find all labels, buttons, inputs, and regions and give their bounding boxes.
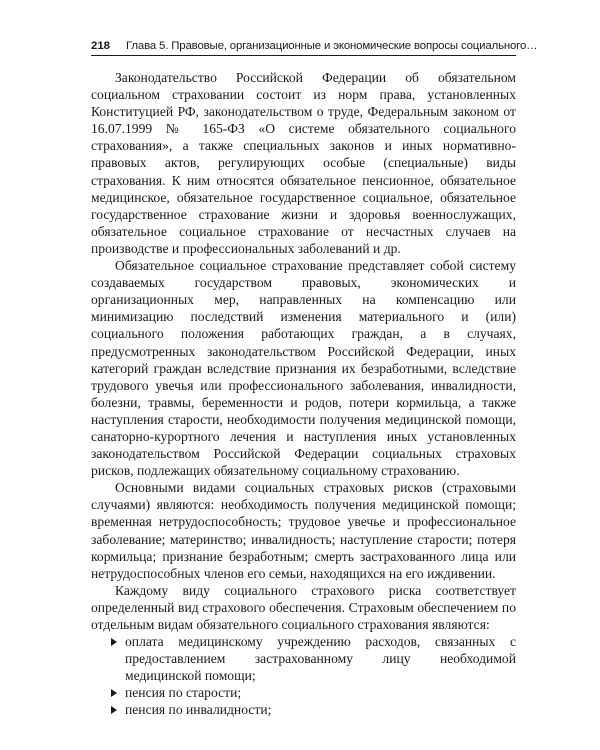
- page-number: 218: [91, 40, 111, 52]
- list-item-text: пенсия по старости;: [125, 685, 242, 701]
- list-item-text: оплата медицинскому учреждению расходов, связанных с предоставлением застрахованному лицу необходимой медицинской помощи;: [125, 634, 516, 684]
- paragraph-risks: Основными видами социальных страховых рисков (страховыми случаями) являются: необходимость получения медицинской помощи; временная нетрудоспособность; трудовое увечье и профессиональное заболевание; материнство; инвалидность; наступление старости; потеря кормильца; признание безработным; смерть застрахованного лица или нетрудоспособных членов его семьи, находящихся на его иждивении.: [91, 480, 516, 581]
- triangle-bullet-icon: [111, 706, 117, 714]
- running-title: Глава 5. Правовые, организационные и экономические вопросы социального…: [126, 40, 538, 52]
- list-item: [91, 684, 516, 701]
- triangle-bullet-icon: [111, 689, 117, 697]
- paragraph-legislation: Законодательство Российской Федерации об обязательном социальном страховании состоит из норм права, установленных Конституцией РФ, законодательством о труде, Федеральным законом от 16.07.1999 № 165-ФЗ «О системе обязательного социального страхования», а также специальных законов и иных нормативно-правовых актов, регулирующих особые (специальные) виды страхования. К ним относятся обязательное пенсионное, обязательное медицинское, обязательное государственное социальное, обязательное государственное страхование жизни и здоровья военнослужащих, обязательное социальное страхование от несчастных случаев на производстве и профессиональных заболеваний и др.: [91, 70, 516, 256]
- paragraph-coverage: Каждому виду социального страхового риска соответствует определенный вид страхового обеспечения. Страховым обеспечением по отдельным видам обязательного социального страхования являются:: [91, 582, 516, 632]
- list-item: [91, 633, 516, 684]
- triangle-bullet-icon: [111, 638, 117, 646]
- document-page: [91, 40, 538, 719]
- paragraph-definition: Обязательное социальное страхование представляет собой систему создаваемых государством правовых, экономических и организационных мер, направленных на компенсацию или минимизацию последствий изменения материального и (или) социального положения работающих граждан, а в случаях, предусмотренных законодательством Российской Федерации, иных категорий граждан вследствие признания их безработными, вследствие трудового увечья или профессионального заболевания, инвалидности, болезни, травмы, беременности и родов, потери кормильца, а также наступления старости, необходимости получения медицинской помощи, санаторно-курортного лечения и наступления иных установленных законодательством Российской Федерации социальных страховых рисков, подлежащих обязательному социальному страхованию.: [91, 258, 516, 479]
- coverage-list: [91, 633, 516, 718]
- page-header: [91, 40, 538, 56]
- body-text: [91, 69, 516, 719]
- list-item-text: пенсия по инвалидности;: [125, 702, 272, 718]
- list-item: [91, 701, 516, 718]
